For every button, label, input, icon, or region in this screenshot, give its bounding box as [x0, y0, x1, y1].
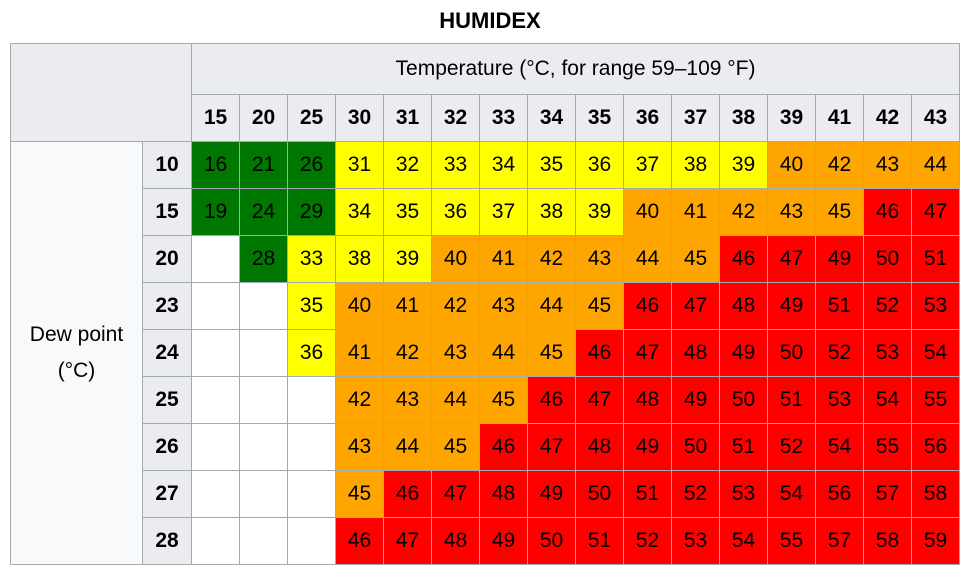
humidex-value-cell: 51 [768, 377, 816, 424]
table-row [11, 377, 960, 424]
humidex-value-cell: 51 [912, 236, 960, 283]
humidex-value-cell: 51 [624, 471, 672, 518]
humidex-value-cell: 36 [432, 189, 480, 236]
dew-point-row-header: 20 [143, 236, 192, 283]
dew-point-row-header: 15 [143, 189, 192, 236]
dew-point-row-header: 24 [143, 330, 192, 377]
table-row [11, 283, 960, 330]
humidex-value-cell: 32 [384, 142, 432, 189]
humidex-value-cell: 47 [912, 189, 960, 236]
humidex-value-cell: 38 [528, 189, 576, 236]
table-row [11, 189, 960, 236]
humidex-value-cell: 52 [672, 471, 720, 518]
dew-point-label-line: Dew point [29, 323, 124, 346]
humidex-value-cell: 50 [864, 236, 912, 283]
humidex-value-cell: 43 [768, 189, 816, 236]
humidex-value-cell: 49 [528, 471, 576, 518]
humidex-value-cell: 54 [912, 330, 960, 377]
humidex-value-cell: 49 [768, 283, 816, 330]
humidex-value-cell: 49 [720, 330, 768, 377]
humidex-value-cell [192, 518, 240, 565]
humidex-value-cell: 47 [768, 236, 816, 283]
humidex-value-cell: 56 [816, 471, 864, 518]
humidex-value-cell: 49 [816, 236, 864, 283]
temperature-header-cell: 20 [240, 95, 288, 142]
dew-point-row-header: 27 [143, 471, 192, 518]
humidex-value-cell: 55 [912, 377, 960, 424]
humidex-value-cell: 47 [432, 471, 480, 518]
humidex-value-cell: 46 [624, 283, 672, 330]
humidex-value-cell: 35 [384, 189, 432, 236]
dew-point-row-header: 10 [143, 142, 192, 189]
table-title: HUMIDEX [439, 8, 541, 33]
temperature-header-cell: 43 [912, 95, 960, 142]
humidex-value-cell: 40 [432, 236, 480, 283]
humidex-value-cell [192, 424, 240, 471]
table-row [11, 236, 960, 283]
humidex-value-cell: 16 [192, 142, 240, 189]
humidex-value-cell [240, 471, 288, 518]
dew-point-row-header: 23 [143, 283, 192, 330]
humidex-value-cell [192, 236, 240, 283]
humidex-value-cell: 49 [624, 424, 672, 471]
temperature-header-cell: 41 [816, 95, 864, 142]
humidex-value-cell [288, 424, 336, 471]
humidex-value-cell: 42 [816, 142, 864, 189]
humidex-value-cell: 54 [816, 424, 864, 471]
humidex-value-cell: 38 [336, 236, 384, 283]
temperature-header-cell: 35 [576, 95, 624, 142]
humidex-value-cell: 40 [768, 142, 816, 189]
humidex-value-cell: 19 [192, 189, 240, 236]
humidex-value-cell: 21 [240, 142, 288, 189]
humidex-value-cell: 34 [480, 142, 528, 189]
humidex-value-cell: 43 [384, 377, 432, 424]
humidex-value-cell: 42 [528, 236, 576, 283]
humidex-value-cell: 42 [336, 377, 384, 424]
humidex-value-cell: 46 [384, 471, 432, 518]
humidex-value-cell: 48 [432, 518, 480, 565]
humidex-value-cell: 54 [768, 471, 816, 518]
humidex-value-cell: 53 [672, 518, 720, 565]
humidex-value-cell [240, 377, 288, 424]
humidex-value-cell [192, 471, 240, 518]
humidex-value-cell: 36 [576, 142, 624, 189]
temperature-header-cell: 34 [528, 95, 576, 142]
temperature-header-cell: 15 [192, 95, 240, 142]
humidex-value-cell: 50 [576, 471, 624, 518]
temperature-header-cell: 25 [288, 95, 336, 142]
temperature-header-cell: 30 [336, 95, 384, 142]
humidex-value-cell [240, 424, 288, 471]
humidex-value-cell: 53 [720, 471, 768, 518]
temperature-header-cell: 33 [480, 95, 528, 142]
humidex-value-cell: 44 [912, 142, 960, 189]
humidex-value-cell: 37 [624, 142, 672, 189]
humidex-value-cell: 33 [288, 236, 336, 283]
humidex-value-cell: 46 [528, 377, 576, 424]
humidex-value-cell: 33 [432, 142, 480, 189]
temperature-header: Temperature (°C, for range 59–109 °F) [192, 44, 960, 95]
humidex-value-cell: 48 [576, 424, 624, 471]
humidex-value-cell: 58 [912, 471, 960, 518]
temperature-header-cell: 42 [864, 95, 912, 142]
humidex-value-cell: 57 [816, 518, 864, 565]
humidex-value-cell: 34 [336, 189, 384, 236]
humidex-value-cell: 36 [288, 330, 336, 377]
humidex-value-cell: 42 [384, 330, 432, 377]
humidex-value-cell: 44 [528, 283, 576, 330]
humidex-value-cell: 47 [624, 330, 672, 377]
humidex-value-cell: 38 [672, 142, 720, 189]
humidex-value-cell: 45 [816, 189, 864, 236]
humidex-value-cell: 26 [288, 142, 336, 189]
humidex-value-cell: 57 [864, 471, 912, 518]
humidex-value-cell [288, 471, 336, 518]
humidex-value-cell: 41 [384, 283, 432, 330]
dew-point-row-header: 28 [143, 518, 192, 565]
humidex-value-cell: 54 [720, 518, 768, 565]
humidex-value-cell [192, 377, 240, 424]
humidex-value-cell: 45 [576, 283, 624, 330]
table-row [11, 518, 960, 565]
table-row [11, 142, 960, 189]
table-row [11, 424, 960, 471]
humidex-value-cell: 52 [864, 283, 912, 330]
humidex-value-cell: 45 [528, 330, 576, 377]
humidex-value-cell: 48 [624, 377, 672, 424]
humidex-value-cell: 51 [576, 518, 624, 565]
temperature-header-cell: 36 [624, 95, 672, 142]
humidex-value-cell: 46 [576, 330, 624, 377]
humidex-value-cell: 43 [336, 424, 384, 471]
humidex-value-cell: 55 [768, 518, 816, 565]
humidex-value-cell: 52 [624, 518, 672, 565]
humidex-value-cell: 49 [672, 377, 720, 424]
humidex-value-cell: 52 [768, 424, 816, 471]
humidex-value-cell [288, 377, 336, 424]
corner-cell [11, 44, 192, 142]
humidex-value-cell: 28 [240, 236, 288, 283]
humidex-value-cell: 39 [576, 189, 624, 236]
humidex-value-cell: 50 [720, 377, 768, 424]
humidex-value-cell: 43 [576, 236, 624, 283]
humidex-value-cell: 51 [720, 424, 768, 471]
humidex-value-cell: 37 [480, 189, 528, 236]
humidex-value-cell: 47 [672, 283, 720, 330]
dew-point-row-header: 25 [143, 377, 192, 424]
humidex-value-cell: 53 [816, 377, 864, 424]
humidex-value-cell: 51 [816, 283, 864, 330]
humidex-value-cell: 48 [672, 330, 720, 377]
humidex-value-cell: 31 [336, 142, 384, 189]
humidex-value-cell: 44 [624, 236, 672, 283]
humidex-value-cell: 46 [480, 424, 528, 471]
humidex-value-cell: 41 [480, 236, 528, 283]
temperature-header-cell: 37 [672, 95, 720, 142]
humidex-value-cell: 44 [480, 330, 528, 377]
humidex-value-cell: 59 [912, 518, 960, 565]
humidex-value-cell: 42 [720, 189, 768, 236]
humidex-value-cell: 46 [720, 236, 768, 283]
humidex-value-cell [288, 518, 336, 565]
dew-point-label-line: (°C) [57, 359, 96, 382]
humidex-value-cell: 35 [528, 142, 576, 189]
humidex-value-cell: 52 [816, 330, 864, 377]
temperature-header-cell: 31 [384, 95, 432, 142]
humidex-value-cell: 43 [480, 283, 528, 330]
humidex-value-cell: 44 [384, 424, 432, 471]
humidex-value-cell: 55 [864, 424, 912, 471]
humidex-value-cell: 56 [912, 424, 960, 471]
humidex-value-cell: 47 [528, 424, 576, 471]
humidex-value-cell [192, 330, 240, 377]
humidex-value-cell: 39 [384, 236, 432, 283]
humidex-value-cell: 29 [288, 189, 336, 236]
humidex-value-cell [192, 283, 240, 330]
humidex-value-cell: 45 [672, 236, 720, 283]
humidex-value-cell: 50 [768, 330, 816, 377]
humidex-value-cell [240, 283, 288, 330]
humidex-value-cell: 46 [864, 189, 912, 236]
humidex-value-cell: 43 [432, 330, 480, 377]
humidex-value-cell: 47 [576, 377, 624, 424]
humidex-value-cell: 41 [336, 330, 384, 377]
humidex-value-cell: 50 [672, 424, 720, 471]
humidex-value-cell: 50 [528, 518, 576, 565]
temperature-header-cell: 32 [432, 95, 480, 142]
humidex-value-cell: 47 [384, 518, 432, 565]
humidex-value-cell: 45 [480, 377, 528, 424]
humidex-value-cell: 40 [336, 283, 384, 330]
dew-point-row-header: 26 [143, 424, 192, 471]
humidex-value-cell: 46 [336, 518, 384, 565]
humidex-value-cell: 39 [720, 142, 768, 189]
humidex-value-cell: 24 [240, 189, 288, 236]
humidex-value-cell: 40 [624, 189, 672, 236]
humidex-value-cell: 45 [336, 471, 384, 518]
humidex-value-cell: 48 [720, 283, 768, 330]
humidex-value-cell: 41 [672, 189, 720, 236]
temperature-header-cell: 38 [720, 95, 768, 142]
humidex-value-cell [240, 330, 288, 377]
dew-point-label [11, 142, 143, 565]
table-row [11, 330, 960, 377]
table-row [11, 471, 960, 518]
humidex-value-cell: 54 [864, 377, 912, 424]
humidex-value-cell: 49 [480, 518, 528, 565]
humidex-value-cell: 35 [288, 283, 336, 330]
humidex-value-cell [240, 518, 288, 565]
humidex-value-cell: 53 [912, 283, 960, 330]
humidex-value-cell: 45 [432, 424, 480, 471]
humidex-table [10, 43, 960, 565]
humidex-value-cell: 58 [864, 518, 912, 565]
humidex-value-cell: 43 [864, 142, 912, 189]
temperature-header-cell: 39 [768, 95, 816, 142]
humidex-value-cell: 48 [480, 471, 528, 518]
humidex-value-cell: 53 [864, 330, 912, 377]
humidex-value-cell: 42 [432, 283, 480, 330]
humidex-value-cell: 44 [432, 377, 480, 424]
